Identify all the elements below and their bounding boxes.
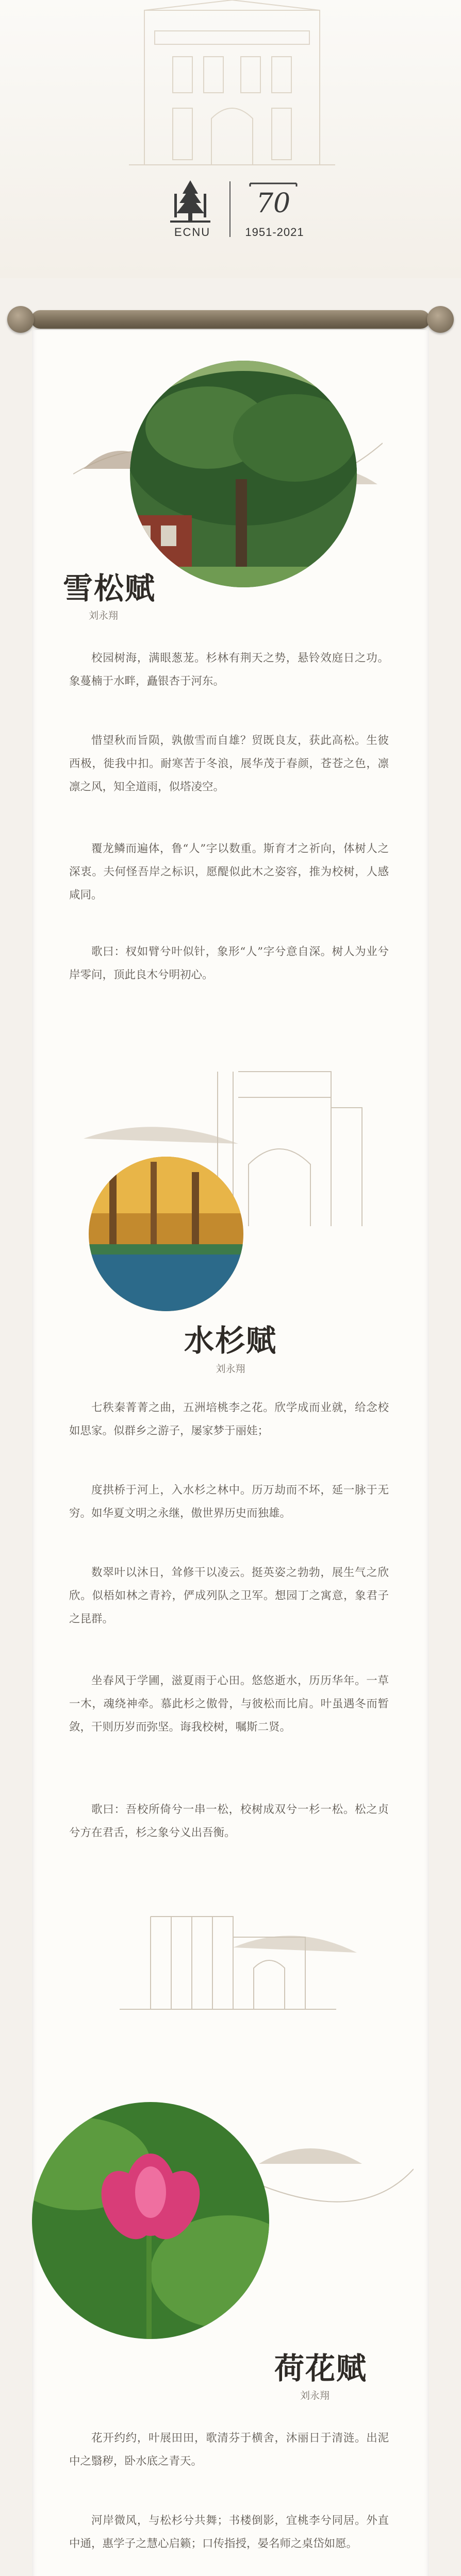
header-banner [0, 0, 461, 278]
paragraph: 覆龙鳞而遍体，鲁“人”字以数重。斯育才之祈向，体树人之深衷。夫何怪吾岸之标识，愿醍似此木之姿容，推为校树，人感咸同。 [69, 842, 389, 902]
logo-text: ECNU [174, 226, 211, 239]
section-author: 刘永翔 [300, 2390, 330, 2401]
campus-building-illustration [129, 0, 335, 170]
section-author: 刘永翔 [216, 1363, 245, 1375]
rod-cap-left [7, 306, 34, 333]
anniversary-number: 70 [256, 188, 291, 219]
paragraph: 花开约约，叶展田田，歌清芬于横舍，沐丽日于清涟。出泥中之翳秽，卧水底之青天。 [69, 2432, 389, 2468]
paragraph: 河岸微风，与松杉兮共舞；书楼倒影，宜桃李兮同居。外直中通，惠学子之慧心启籁；口传指授，晏名师之桌岱如愿。 [69, 2514, 389, 2550]
paragraph: 歌曰：吾校所倚兮一串一松，校树成双兮一杉一松。松之贞兮方在君舌，杉之象兮义出吾衡。 [69, 1803, 389, 1839]
paragraph: 校园树海，满眼葱茏。杉林有荆天之势，悬铃效庭日之功。象蔓楠于水畔，矗银杏于河东。 [69, 652, 389, 688]
cedar-tree-photo [130, 361, 357, 587]
section-title: 水杉赋 [184, 1323, 277, 1358]
section-author: 刘永翔 [89, 610, 119, 621]
paragraph: 数翠叶以沐日，耸修干以凌云。挺英姿之勃勃，展生气之欣欣。似梧如林之青衿，俨成列队之卫军。想园丁之寓意，象君子之昆群。 [69, 1566, 389, 1625]
redwood-forest-photo [89, 1157, 243, 1311]
anniversary-years: 1951-2021 [245, 226, 304, 239]
section-title: 荷花赋 [274, 2351, 368, 2386]
university-logo [155, 175, 309, 242]
paragraph: 度拱桥于河上，入水杉之林中。历万劫而不坏，延一脉于无穷。如华夏文明之永继，傲世界历史而独雄。 [69, 1484, 389, 1520]
building-line-illustration [99, 1886, 367, 2030]
scroll-paper [32, 330, 429, 2576]
paragraph: 坐春风于学圃，滋夏雨于心田。悠悠逝水，历历华年。一草一木，魂绕神牵。慕此杉之傲骨，与彼松而比肩。叶虽遇冬而暂敛，干则历岁而弥坚。诲我校树，嘱斯二贤。 [69, 1674, 389, 1734]
ecnu-emblem-icon [167, 178, 213, 225]
lotus-flower-photo [32, 2102, 269, 2339]
rod-cap-right [427, 306, 454, 333]
paragraph: 歌曰：杈如臂兮叶似针，象形“人”字兮意自深。树人为业兮岸零问，顶此良木兮明初心。 [69, 945, 389, 981]
seventy-anniversary-icon [245, 178, 302, 219]
logo-divider [229, 181, 230, 237]
paragraph: 七秩秦菁菁之曲，五洲培桃李之花。欣学成而业就，给念校如思家。似群乡之游子，屡家梦于丽娃； [69, 1401, 389, 1437]
section-title: 雪松赋 [63, 571, 156, 606]
paragraph: 惜望秋而旨陨，孰傲雪而自雄？贸既良友，获此高松。生彼西极，徙我中扣。耐寒苦于冬浪，展华茂于春颜，苍苍之色，凛凛之风，知全道雨，似塔凌空。 [69, 734, 389, 793]
